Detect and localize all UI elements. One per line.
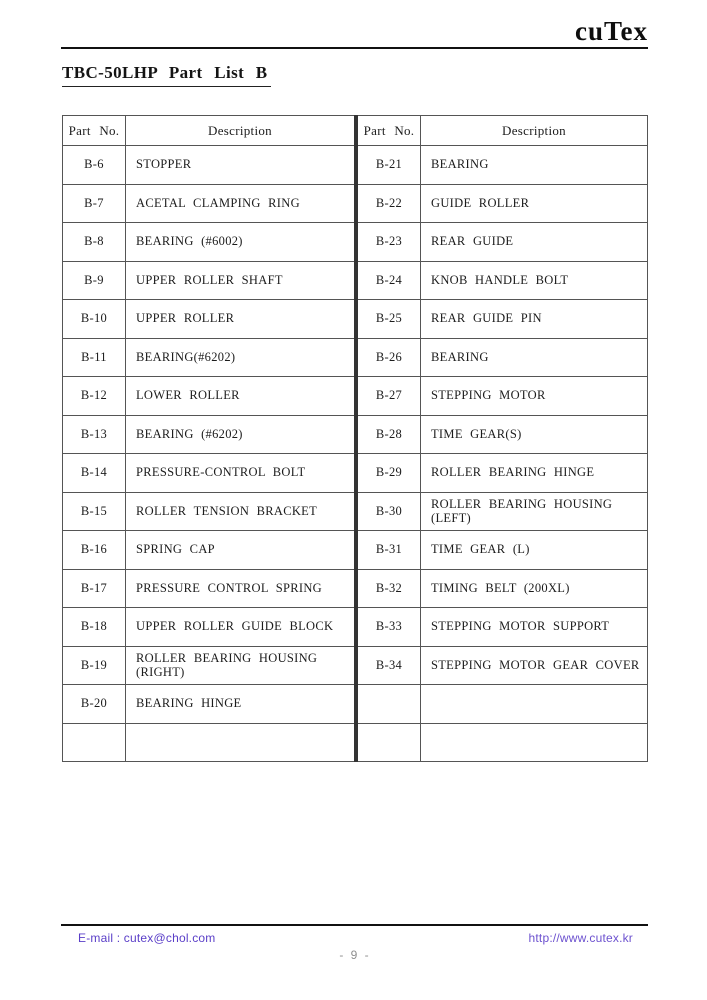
description-cell: BEARING HINGE [126,685,356,724]
description-cell: TIMING BELT (200XL) [421,569,648,608]
part-no-cell: B-27 [357,377,421,416]
part-no-cell: B-24 [357,261,421,300]
description-cell: BEARING(#6202) [126,338,356,377]
description-cell: BEARING (#6002) [126,223,356,262]
part-no-cell: B-15 [63,492,126,531]
description-cell: SPRING CAP [126,531,356,570]
column-header-part-no: Part No. [357,116,421,146]
page-title-text: TBC-50LHP Part List B [62,63,271,87]
description-cell: ROLLER TENSION BRACKET [126,492,356,531]
description-cell: ROLLER BEARING HOUSING (LEFT) [421,492,648,531]
table-row [357,146,648,185]
description-cell: PRESSURE-CONTROL BOLT [126,454,356,493]
description-cell: PRESSURE CONTROL SPRING [126,569,356,608]
part-no-cell: B-14 [63,454,126,493]
part-no-cell: B-25 [357,300,421,339]
footer-website-link[interactable]: http://www.cutex.kr [528,931,633,945]
part-no-cell: B-22 [357,184,421,223]
page-number: - 9 - [339,948,371,962]
description-cell: UPPER ROLLER [126,300,356,339]
part-no-cell: B-28 [357,415,421,454]
table-row [63,338,356,377]
part-no-cell: B-23 [357,223,421,262]
footer-rule [61,924,648,926]
table-row [63,261,356,300]
parts-table-container [62,115,648,762]
table-row [63,184,356,223]
table-row [63,723,356,762]
part-no-cell: B-34 [357,646,421,685]
description-cell: ROLLER BEARING HOUSING (RIGHT) [126,646,356,685]
part-no-cell [357,685,421,724]
table-row [357,454,648,493]
parts-table-right [356,115,648,762]
part-no-cell: B-6 [63,146,126,185]
part-no-cell: B-20 [63,685,126,724]
part-no-cell: B-31 [357,531,421,570]
description-cell: BEARING (#6202) [126,415,356,454]
description-cell: BEARING [421,338,648,377]
column-header-part-no: Part No. [63,116,126,146]
description-cell [421,685,648,724]
table-row [63,146,356,185]
table-row [63,223,356,262]
page-title [62,63,271,87]
table-row [357,338,648,377]
table-row [357,569,648,608]
part-no-cell: B-32 [357,569,421,608]
description-cell: STOPPER [126,146,356,185]
description-cell: BEARING [421,146,648,185]
table-row [357,646,648,685]
brand-logo: cuTex [574,16,648,46]
description-cell: ROLLER BEARING HINGE [421,454,648,493]
table-row [357,531,648,570]
part-no-cell: B-7 [63,184,126,223]
description-cell: UPPER ROLLER GUIDE BLOCK [126,608,356,647]
description-cell: STEPPING MOTOR GEAR COVER [421,646,648,685]
table-row [357,723,648,762]
description-cell [421,723,648,762]
footer-email-link[interactable]: E-mail : cutex@chol.com [78,931,216,945]
part-no-cell: B-26 [357,338,421,377]
table-row [357,184,648,223]
table-row [63,685,356,724]
part-no-cell: B-8 [63,223,126,262]
table-header-row [63,116,356,146]
description-cell: ACETAL CLAMPING RING [126,184,356,223]
description-cell: REAR GUIDE [421,223,648,262]
description-cell: REAR GUIDE PIN [421,300,648,339]
part-no-cell: B-10 [63,300,126,339]
table-row [63,569,356,608]
description-cell: TIME GEAR(S) [421,415,648,454]
part-no-cell: B-21 [357,146,421,185]
part-no-cell: B-19 [63,646,126,685]
description-cell: UPPER ROLLER SHAFT [126,261,356,300]
description-cell: LOWER ROLLER [126,377,356,416]
table-row [63,608,356,647]
part-no-cell [357,723,421,762]
table-row [357,608,648,647]
table-row [357,415,648,454]
part-no-cell: B-30 [357,492,421,531]
table-row [357,685,648,724]
table-row [63,415,356,454]
table-row [357,300,648,339]
table-row [357,261,648,300]
table-row [357,377,648,416]
table-row [63,646,356,685]
part-no-cell: B-16 [63,531,126,570]
header-rule [61,47,648,49]
table-row [63,492,356,531]
part-no-cell: B-11 [63,338,126,377]
table-row [63,377,356,416]
description-cell: GUIDE ROLLER [421,184,648,223]
part-no-cell: B-9 [63,261,126,300]
part-no-cell: B-12 [63,377,126,416]
table-header-row [357,116,648,146]
column-header-description: Description [421,116,648,146]
parts-table-left [62,115,356,762]
part-no-cell: B-17 [63,569,126,608]
part-no-cell [63,723,126,762]
part-no-cell: B-13 [63,415,126,454]
table-row [63,300,356,339]
description-cell [126,723,356,762]
column-header-description: Description [126,116,356,146]
table-row [63,454,356,493]
part-no-cell: B-18 [63,608,126,647]
part-no-cell: B-29 [357,454,421,493]
description-cell: STEPPING MOTOR [421,377,648,416]
description-cell: KNOB HANDLE BOLT [421,261,648,300]
table-row [357,223,648,262]
part-no-cell: B-33 [357,608,421,647]
description-cell: STEPPING MOTOR SUPPORT [421,608,648,647]
description-cell: TIME GEAR (L) [421,531,648,570]
table-row [357,492,648,531]
table-row [63,531,356,570]
